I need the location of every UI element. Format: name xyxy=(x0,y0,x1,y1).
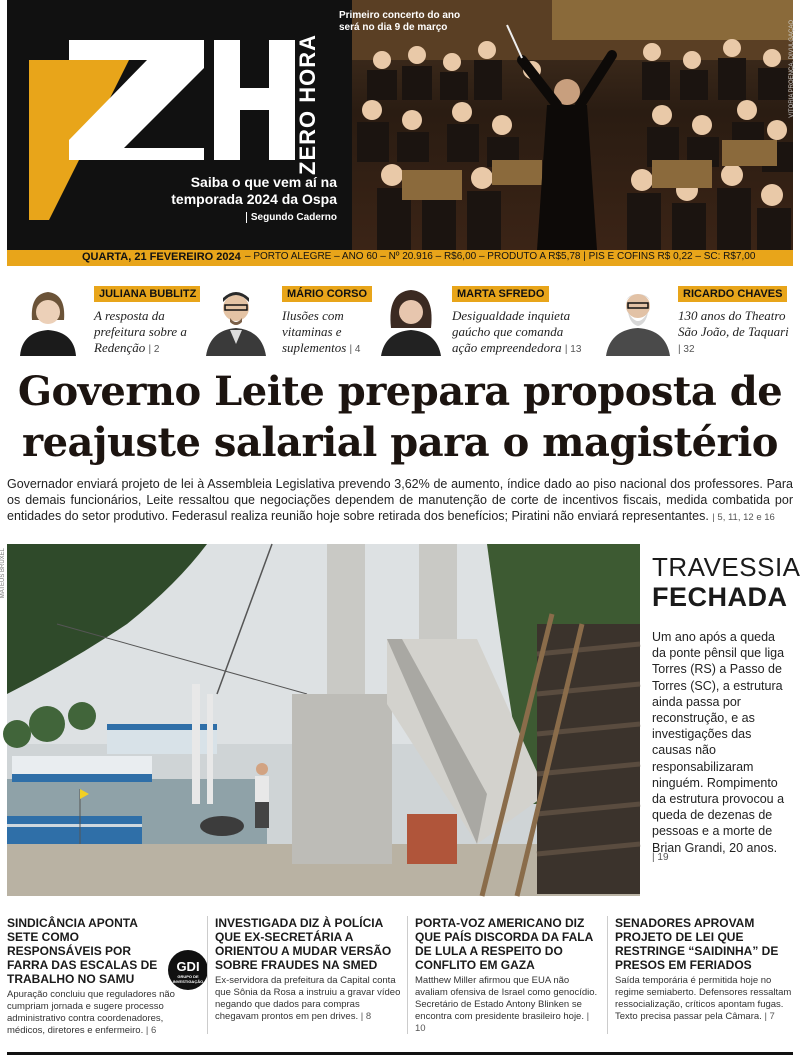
gdi-badge xyxy=(168,950,208,990)
columnist-name: MÁRIO CORSO xyxy=(282,286,372,302)
logo-block[interactable] xyxy=(7,0,352,250)
story-body xyxy=(215,975,401,1023)
page-ref: | 8 xyxy=(360,1011,372,1022)
columnist-teaser-text: Ilusões com vitaminas e suplementos xyxy=(282,308,347,355)
page-ref: | 7 xyxy=(764,1011,775,1022)
edition-details: – PORTO ALEGRE – ANO 60 – Nº 20.916 – R$6,00 – PRODUTO A R$5,78 | PIS E COFINS R$ 0,22 – SC: R$7,00 xyxy=(245,251,756,262)
promo-section-label: Segundo Caderno xyxy=(246,212,337,223)
story-body-text: Ex-servidora da prefeitura da Capital conta que Sônia da Rosa a instruiu a gravar vídeo negando que dados para compras chegavam prontos em pen drives. xyxy=(215,975,401,1022)
story-title: SENADORES APROVAM PROJETO DE LEI QUE RESTRINGE “SAIDINHA” DE PRESOS EM FERIADOS xyxy=(615,916,779,972)
columnist-teaser xyxy=(452,308,582,358)
columnist-teaser xyxy=(678,308,790,358)
avatar-icon xyxy=(602,284,674,356)
page-ref: | 6 xyxy=(145,1025,157,1036)
bottom-rule xyxy=(7,1052,793,1055)
columnist-teaser-text: 130 anos do Theatro São João, de Taquari xyxy=(678,308,789,339)
story-title: INVESTIGADA DIZ À POLÍCIA QUE EX-SECRETÁRIA A ORIENTOU A MUDAR VERSÃO SOBRE FRAUDES NA SMED xyxy=(215,916,392,972)
columnist-name: MARTA SFREDO xyxy=(452,286,549,302)
photo-credit: VITÓRIA PROENÇA, DIVULGAÇÃO xyxy=(789,20,795,118)
story-body xyxy=(415,975,601,1035)
avatar-icon xyxy=(200,284,272,356)
headline-line-2: reajuste salarial para o magistério xyxy=(22,419,778,466)
columnist-name: JULIANA BUBLITZ xyxy=(94,286,201,302)
story-card[interactable] xyxy=(615,916,795,1023)
page-ref: | 4 xyxy=(349,344,361,355)
story-title: PORTA-VOZ AMERICANO DIZ QUE PAÍS DISCORDA DA FALA DE LULA A RESPEITO DO CONFLITO EM GAZA xyxy=(415,916,593,972)
columnist-name: RICARDO CHAVES xyxy=(678,286,787,302)
columnist-teaser-text: Desigualdade inquieta gaúcho que comanda ação empreendedora xyxy=(452,308,571,355)
columnist-card[interactable] xyxy=(375,282,582,357)
main-headline[interactable] xyxy=(12,366,788,468)
page-ref: | 10 xyxy=(415,1011,590,1034)
gdi-sub: GRUPO DE INVESTIGAÇÃO xyxy=(172,974,204,984)
page-ref: | 5, 11, 12 e 16 xyxy=(712,512,775,523)
sidebar-body: Um ano após a queda da ponte pênsil que liga Torres (RS) a Passo de Torres (SC), a estrutura ainda passa por reconstrução, e as investigações das causas não responsabilizaram ninguém. Rompimento da estrutura provocou a queda de dezenas de pessoas e a morte de Brian Grandi, 20 anos. xyxy=(652,630,785,855)
columnist-card[interactable] xyxy=(602,282,792,357)
lead-text: Governador enviará projeto de lei à Assembleia Legislativa prevendo 3,62% de aumento, índice dado ao piso nacional dos professores. Para os demais funcionários, Leite ressaltou que negociações dependem de manutenção de corte de incentivos fiscais, medida combatida por entidades do setor produtivo. Federasul realiza reunião hoje sobre retirada dos benefícios; Piratini não enviará representantes. xyxy=(7,477,793,523)
promo-text[interactable]: Saiba o que vem aí na temporada 2024 da Ospa xyxy=(171,174,337,207)
page-ref: | 32 xyxy=(678,344,695,355)
story-card[interactable] xyxy=(7,916,175,1037)
gdi-label: GDI xyxy=(176,959,200,974)
logo-wordmark: ZERO HORA xyxy=(295,34,320,175)
story-card[interactable] xyxy=(215,916,401,1023)
headline-lead xyxy=(7,476,793,526)
main-photo[interactable] xyxy=(7,544,640,896)
avatar-icon xyxy=(12,284,84,356)
story-card[interactable] xyxy=(415,916,601,1035)
story-body xyxy=(7,989,197,1037)
headline-line-1: Governo Leite prepara proposta de xyxy=(17,368,783,415)
promo-section xyxy=(157,212,337,223)
columnist-teaser-text: A resposta da prefeitura sobre a Redenção xyxy=(94,308,187,355)
columnist-teaser xyxy=(94,308,194,358)
story-body xyxy=(615,975,795,1023)
zh-logo-icon xyxy=(29,30,309,160)
sidebar-kicker: TRAVESSIA xyxy=(652,552,801,582)
page-ref: | 2 xyxy=(148,344,160,355)
date-bar xyxy=(7,250,793,266)
masthead xyxy=(7,0,793,250)
orchestra-photo[interactable] xyxy=(352,0,793,250)
column-divider xyxy=(607,916,608,1034)
columnist-card[interactable] xyxy=(200,282,380,357)
columnist-teaser xyxy=(282,308,377,358)
page-ref: | 13 xyxy=(564,344,582,355)
photo-caption: Primeiro concerto do ano será no dia 9 de março xyxy=(339,10,461,33)
column-divider xyxy=(207,916,208,1034)
story-body-text: Matthew Miller afirmou que EUA não avaliam ofensiva de Israel como genocídio. Secretário de Estado Antony Blinken se encontra com presidente brasileiro hoje. xyxy=(415,975,598,1022)
photo-credit: MATEUS BRUXEL xyxy=(0,548,6,599)
columnist-card[interactable] xyxy=(12,282,197,357)
bridge-construction-illustration xyxy=(7,544,640,896)
column-divider xyxy=(407,916,408,1034)
story-title: SINDICÂNCIA APONTA SETE COMO RESPONSÁVEIS POR FARRA DAS ESCALAS DE TRABALHO NO SAMU xyxy=(7,916,158,986)
avatar-icon xyxy=(375,284,447,356)
edition-date: QUARTA, 21 FEVEREIRO 2024 xyxy=(82,251,241,263)
story-body-text: Saída temporária é permitida hoje no regime semiaberto. Defensores ressaltam ressocialização, críticos apontam fugas. Texto precisa passar pela Câmara. xyxy=(615,975,792,1022)
orchestra-illustration xyxy=(352,0,793,250)
story-body-text: Apuração concluiu que reguladores não cumpriam jornada e sugere processo administrativo contra coordenadores, médicos, diretores e enfermeiro. xyxy=(7,989,175,1036)
sidebar-title[interactable]: FECHADA xyxy=(652,582,788,612)
page-ref: | 19 xyxy=(652,852,669,863)
